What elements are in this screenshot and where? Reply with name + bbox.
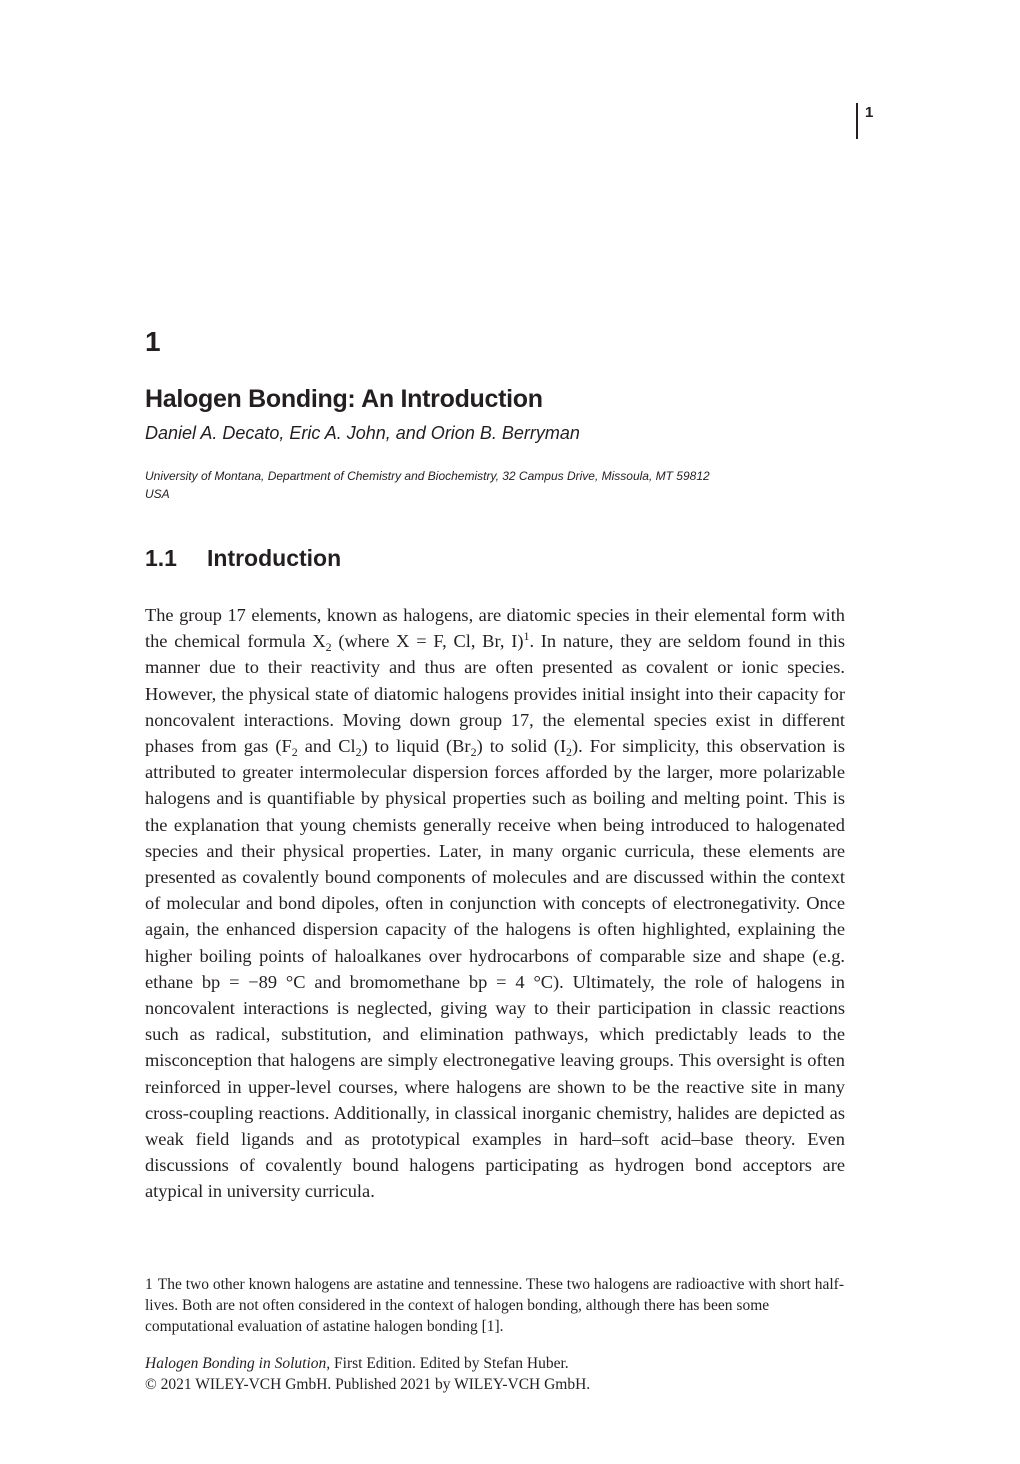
footnote-reference[interactable]: 1 (523, 629, 530, 644)
page-marker-rule (856, 103, 858, 139)
affiliation-line-1: University of Montana, Department of Chemistry and Biochemistry, 32 Campus Drive, Missoula, MT 59812 (145, 469, 710, 483)
chapter-authors: Daniel A. Decato, Eric A. John, and Orion B. Berryman (145, 423, 580, 443)
body-text-part: (where X = F, Cl, Br, I) (331, 631, 524, 652)
footnote-text: The two other known halogens are astatine and tennessine. These two halogens are radioactive with short half-lives. Both are not often considered in the context of halogen bonding, although there has been some computational evaluation of astatine halogen bonding [1]. (145, 1276, 844, 1335)
body-text-part: ). For simplicity, this observation is attributed to greater intermolecular dispersion forces afforded by the larger, more polarizable halogens and is quantifiable by physical properties such as boiling and melting point. This is the explanation that young chemists generally receive when being introduced to halogenated species and their physical properties. Later, in many organic curricula, these elements are presented as covalently bound components of molecules and are discussed within the context of molecular and bond dipoles, often in conjunction with concepts of electronegativity. Once again, the enhanced dispersion capacity of the halogens is often highlighted, explaining the higher boiling points of haloalkanes over hydrocarbons of comparable size and shape (e.g. ethane bp = −89 °C and bromomethane bp = 4 °C). Ultimately, the role of halogens in noncovalent interactions is neglected, giving way to their participation in classic reactions such as radical, substitution, and elimination pathways, which predictably leads to the misconception that halogens are simply electronegative leaving groups. This oversight is often reinforced in upper-level courses, where halogens are shown to be the reactive site in many cross-coupling reactions. Additionally, in classical inorganic chemistry, halides are depicted as weak field ligands and as prototypical examples in hard–soft acid–base theory. Even discussions of covalently bound halogens participating as hydrogen bond acceptors are atypical in university curricula. (145, 736, 845, 1202)
author-affiliation (145, 467, 765, 503)
affiliation-line-2: USA (145, 487, 170, 501)
footnote (145, 1274, 845, 1337)
body-text-part: ) to solid (I (476, 736, 567, 757)
section-number: 1.1 (145, 545, 177, 571)
copyright-line: © 2021 WILEY-VCH GmbH. Published 2021 by WILEY-VCH GmbH. (145, 1376, 591, 1393)
book-citation (145, 1353, 590, 1374)
body-paragraph (145, 602, 845, 1205)
body-text-part: . In nature, they are seldom found in this manner due to their reactivity and thus are often presented as covalent or ionic species. However, the physical state of diatomic halogens provides initial insight into their capacity for noncovalent interactions. Moving down group 17, the elemental species exist in different phases from gas (F (145, 631, 845, 757)
section-title: Introduction (207, 545, 342, 571)
section-heading (145, 545, 341, 572)
chapter-number: 1 (145, 326, 161, 357)
page-number: 1 (865, 104, 874, 121)
subscript: 2 (355, 745, 362, 760)
body-text-part: and Cl (297, 736, 356, 757)
body-text-part: The group 17 elements, known as halogens, are diatomic species in their elemental form with the chemical formula X (145, 605, 845, 652)
body-text-part: ) to liquid (Br (361, 736, 471, 757)
subscript: 2 (470, 745, 477, 760)
subscript: 2 (566, 745, 573, 760)
footnote-mark: 1 (145, 1276, 153, 1293)
book-edition: First Edition. Edited by Stefan Huber. (330, 1355, 569, 1372)
subscript: 2 (291, 745, 298, 760)
chapter-title: Halogen Bonding: An Introduction (145, 385, 543, 413)
book-info (145, 1353, 590, 1395)
book-title: Halogen Bonding in Solution, (145, 1355, 331, 1372)
subscript: 2 (325, 640, 332, 655)
